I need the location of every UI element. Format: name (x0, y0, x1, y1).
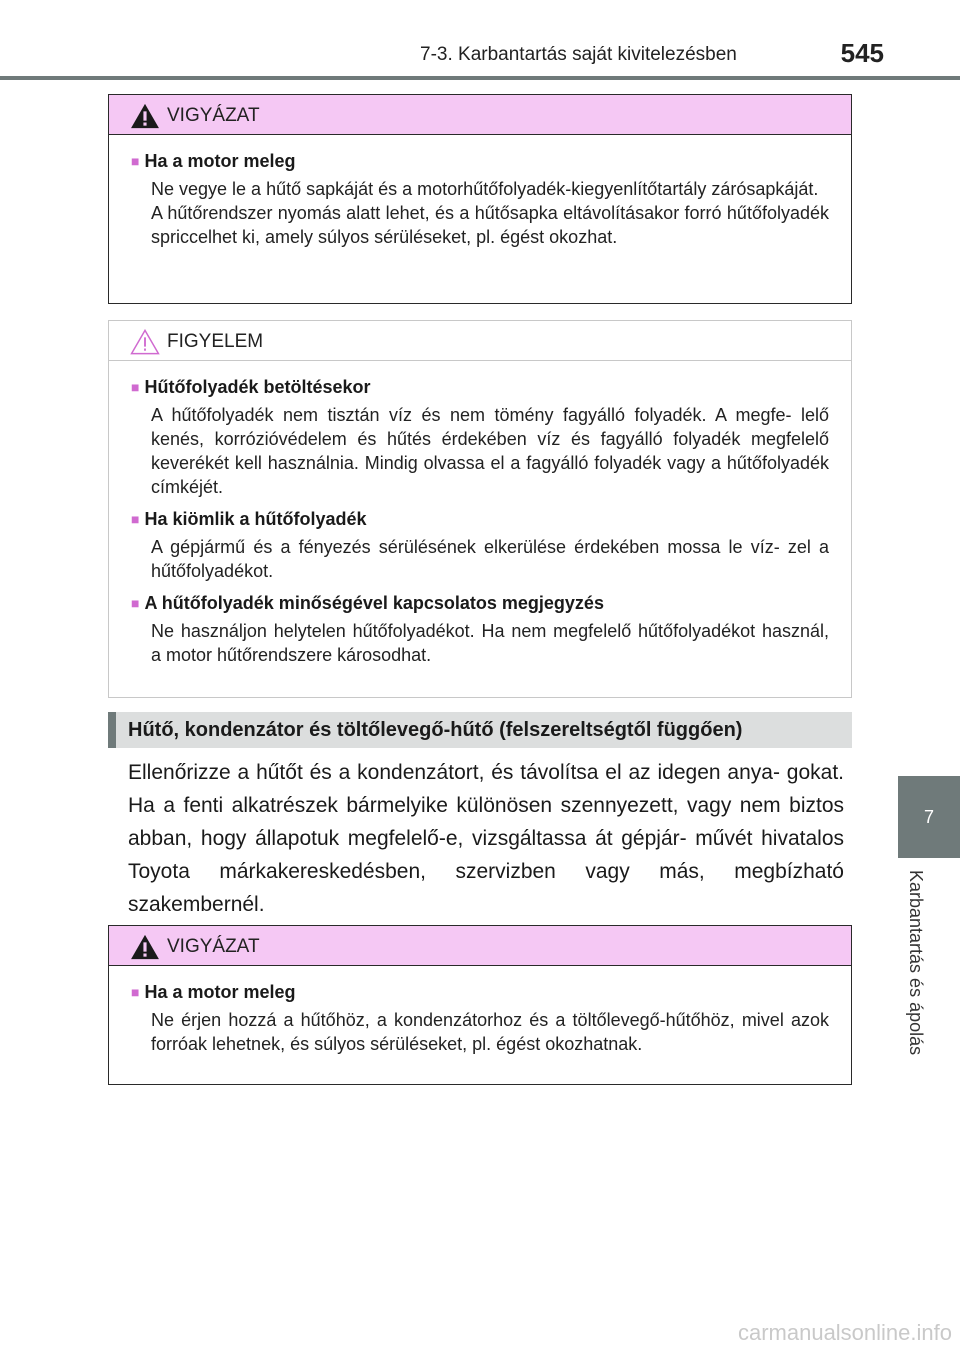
section-paragraph: Ellenőrizze a hűtőt és a kondenzátort, és távolítsa el az idegen anya- gokat. Ha a fenti alkatrészek bármelyike különösen szennyezett, vagy nem biztos abban, hogy állapotuk megfelelő-e, vizsgáltassa át gépjár- művét hivatalos Toyota márkakereskedésben, szervizben vagy más, megbízható szakembernél. (128, 761, 844, 916)
caution-label: VIGYÁZAT (167, 105, 260, 126)
caution-item-title: Ha a motor meleg (144, 982, 296, 1002)
notice-warning-icon (129, 329, 161, 355)
caution-item-text: Ne vegye le a hűtő sapkáját és a motorhűtőfolyadék-kiegyenlítőtartály zárósapkáját. A hűtőrendszer nyomás alatt lehet, és a hűtősapka eltávolításakor forró hűtőfolyadék spriccelhet ki, amely súlyos sérüléseket, pl. égést okozhat. (151, 179, 829, 247)
section-heading: Hűtő, kondenzátor és töltőlevegő-hűtő (felszereltségtől függően) (108, 712, 852, 748)
notice-box (108, 320, 852, 698)
bullet-square-icon: ■ (131, 595, 140, 611)
caution-box-2-header (109, 926, 851, 966)
notice-item-title: A hűtőfolyadék minőségével kapcsolatos megjegyzés (144, 593, 604, 613)
watermark: carmanualsonline.info (737, 1320, 952, 1345)
bullet-square-icon: ■ (131, 379, 140, 395)
notice-item-text: Ne használjon helytelen hűtőfolyadékot. Ha nem megfelelő hűtőfolyadékot használ, a motor hűtőrendszere károsodhat. (151, 621, 829, 665)
bullet-square-icon: ■ (131, 511, 140, 527)
warning-icon (129, 934, 161, 960)
notice-item (131, 375, 829, 499)
caution-item (131, 980, 829, 1056)
warning-icon (129, 103, 161, 129)
header-divider (0, 76, 960, 80)
notice-label: FIGYELEM (167, 331, 264, 352)
chapter-tab: 7 (898, 776, 960, 858)
caution-box-1-header (109, 95, 851, 135)
notice-item-title: Ha kiömlik a hűtőfolyadék (144, 509, 367, 529)
caution-label: VIGYÁZAT (167, 936, 260, 957)
page-number: 545 (840, 38, 884, 68)
notice-item-title: Hűtőfolyadék betöltésekor (144, 377, 371, 397)
chapter-label: Karbantartás és ápolás (906, 870, 926, 1056)
header-section-title: 7-3. Karbantartás saját kivitelezésben (420, 44, 737, 65)
notice-item (131, 591, 829, 667)
caution-item-text: Ne érjen hozzá a hűtőhöz, a kondenzátorhoz és a töltőlevegő-hűtőhöz, mivel azok forróak lehetnek, és súlyos sérüléseket, pl. égést okozhatnak. (151, 1010, 829, 1054)
bullet-square-icon: ■ (131, 153, 140, 169)
caution-box-2 (108, 925, 852, 1085)
notice-item-text: A gépjármű és a fényezés sérülésének elkerülése érdekében mossa le víz- zel a hűtőfolyadékot. (151, 537, 829, 581)
bullet-square-icon: ■ (131, 984, 140, 1000)
notice-item (131, 507, 829, 583)
caution-item-title: Ha a motor meleg (144, 151, 296, 171)
notice-item-text: A hűtőfolyadék nem tisztán víz és nem tömény fagyálló folyadék. A megfe- lelő kenés, korrózióvédelem és hűtés érdekében víz és fagyálló folyadék megfelelő keverékét kell használnia. Mindig olvassa el a fagyálló folyadék vagy a hűtőfolyadék címkéjét. (151, 405, 829, 497)
caution-item (131, 149, 829, 249)
notice-box-header (109, 321, 851, 361)
caution-box-1 (108, 94, 852, 304)
chapter-label-wrap (902, 870, 932, 1110)
